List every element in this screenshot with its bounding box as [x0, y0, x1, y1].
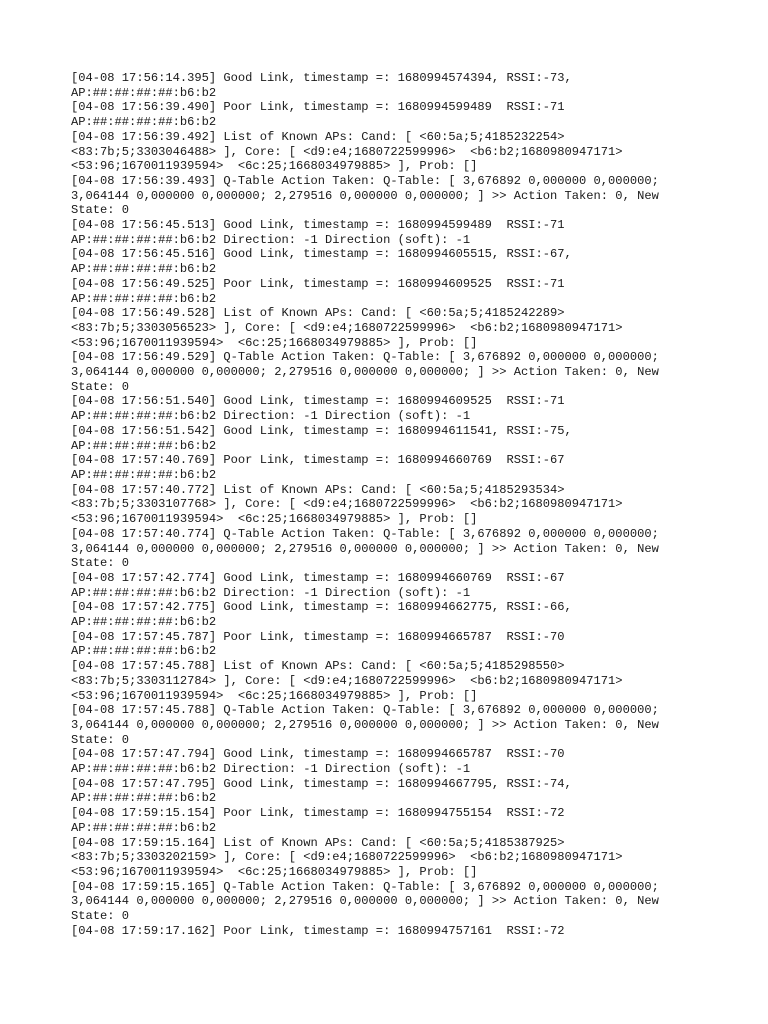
log-line: State: 0 [71, 379, 130, 394]
log-line: <53:96;1670011939594> <6c:25;1668034979885> ], Prob: [] [71, 335, 478, 350]
log-line: <83:7b;5;3303202159> ], Core: [ <d9:e4;1680722599996> <b6:b2;1680980947171> [71, 850, 623, 865]
log-line: AP:##:##:##:##:b6:b2 Direction: -1 Direction (soft): -1 [71, 585, 471, 600]
log-line: [04-08 17:57:40.774] Q-Table Action Taken: Q-Table: [ 3,676892 0,000000 0,000000; [71, 526, 659, 541]
log-line: <83:7b;5;3303046488> ], Core: [ <d9:e4;1680722599996> <b6:b2;1680980947171> [71, 144, 623, 159]
log-line: [04-08 17:56:45.516] Good Link, timestamp =: 1680994605515, RSSI:-67, [71, 247, 572, 262]
log-line: [04-08 17:56:49.528] List of Known APs: Cand: [ <60:5a;5;4185242289> [71, 306, 565, 321]
log-line: AP:##:##:##:##:b6:b2 [71, 262, 217, 277]
log-line: [04-08 17:57:40.772] List of Known APs: Cand: [ <60:5a;5;4185293534> [71, 482, 565, 497]
log-line: [04-08 17:56:39.493] Q-Table Action Taken: Q-Table: [ 3,676892 0,000000 0,000000; [71, 173, 659, 188]
log-line: [04-08 17:56:45.513] Good Link, timestamp =: 1680994599489 RSSI:-71 [71, 218, 565, 233]
log-line: AP:##:##:##:##:b6:b2 [71, 291, 217, 306]
log-line: [04-08 17:57:47.794] Good Link, timestamp =: 1680994665787 RSSI:-70 [71, 747, 565, 762]
log-line: [04-08 17:56:49.525] Poor Link, timestamp =: 1680994609525 RSSI:-71 [71, 276, 565, 291]
log-line: [04-08 17:56:39.490] Poor Link, timestamp =: 1680994599489 RSSI:-71 [71, 100, 565, 115]
log-line: [04-08 17:57:42.775] Good Link, timestamp =: 1680994662775, RSSI:-66, [71, 600, 572, 615]
log-line: [04-08 17:59:15.164] List of Known APs: Cand: [ <60:5a;5;4185387925> [71, 835, 565, 850]
log-line: <83:7b;5;3303112784> ], Core: [ <d9:e4;1680722599996> <b6:b2;1680980947171> [71, 673, 623, 688]
log-line: 3,064144 0,000000 0,000000; 2,279516 0,000000 0,000000; ] >> Action Taken: 0, New [71, 541, 659, 556]
log-line: AP:##:##:##:##:b6:b2 Direction: -1 Direction (soft): -1 [71, 232, 471, 247]
log-line: [04-08 17:57:45.787] Poor Link, timestamp =: 1680994665787 RSSI:-70 [71, 629, 565, 644]
log-line: [04-08 17:57:45.788] List of Known APs: Cand: [ <60:5a;5;4185298550> [71, 659, 565, 674]
log-line: 3,064144 0,000000 0,000000; 2,279516 0,000000 0,000000; ] >> Action Taken: 0, New [71, 365, 659, 380]
log-line: [04-08 17:59:15.165] Q-Table Action Taken: Q-Table: [ 3,676892 0,000000 0,000000; [71, 879, 659, 894]
log-line: AP:##:##:##:##:b6:b2 [71, 615, 217, 630]
log-line: <53:96;1670011939594> <6c:25;1668034979885> ], Prob: [] [71, 159, 478, 174]
log-line: <53:96;1670011939594> <6c:25;1668034979885> ], Prob: [] [71, 864, 478, 879]
log-line: <83:7b;5;3303056523> ], Core: [ <d9:e4;1680722599996> <b6:b2;1680980947171> [71, 320, 623, 335]
log-line: AP:##:##:##:##:b6:b2 [71, 791, 217, 806]
log-line: 3,064144 0,000000 0,000000; 2,279516 0,000000 0,000000; ] >> Action Taken: 0, New [71, 894, 659, 909]
log-line: [04-08 17:56:49.529] Q-Table Action Taken: Q-Table: [ 3,676892 0,000000 0,000000; [71, 350, 659, 365]
log-line: State: 0 [71, 203, 130, 218]
log-line: <53:96;1670011939594> <6c:25;1668034979885> ], Prob: [] [71, 512, 478, 527]
log-line: State: 0 [71, 732, 130, 747]
log-line: 3,064144 0,000000 0,000000; 2,279516 0,000000 0,000000; ] >> Action Taken: 0, New [71, 717, 659, 732]
log-line: [04-08 17:57:40.769] Poor Link, timestamp =: 1680994660769 RSSI:-67 [71, 453, 565, 468]
log-line: AP:##:##:##:##:b6:b2 [71, 85, 217, 100]
log-line: AP:##:##:##:##:b6:b2 Direction: -1 Direction (soft): -1 [71, 409, 471, 424]
log-line: [04-08 17:56:51.542] Good Link, timestamp =: 1680994611541, RSSI:-75, [71, 423, 572, 438]
log-line: AP:##:##:##:##:b6:b2 Direction: -1 Direction (soft): -1 [71, 762, 471, 777]
log-line: <83:7b;5;3303107768> ], Core: [ <d9:e4;1680722599996> <b6:b2;1680980947171> [71, 497, 623, 512]
log-line: [04-08 17:57:47.795] Good Link, timestamp =: 1680994667795, RSSI:-74, [71, 776, 572, 791]
log-line: 3,064144 0,000000 0,000000; 2,279516 0,000000 0,000000; ] >> Action Taken: 0, New [71, 188, 659, 203]
log-line: AP:##:##:##:##:b6:b2 [71, 820, 217, 835]
log-line: [04-08 17:56:14.395] Good Link, timestamp =: 1680994574394, RSSI:-73, [71, 71, 572, 85]
log-document [71, 71, 731, 938]
log-line: [04-08 17:59:15.154] Poor Link, timestamp =: 1680994755154 RSSI:-72 [71, 806, 565, 821]
log-line: [04-08 17:56:51.540] Good Link, timestamp =: 1680994609525 RSSI:-71 [71, 394, 565, 409]
log-body [71, 71, 731, 938]
log-line: State: 0 [71, 909, 130, 924]
log-line: [04-08 17:56:39.492] List of Known APs: Cand: [ <60:5a;5;4185232254> [71, 129, 565, 144]
log-line: AP:##:##:##:##:b6:b2 [71, 467, 217, 482]
log-line: AP:##:##:##:##:b6:b2 [71, 644, 217, 659]
log-line: [04-08 17:57:42.774] Good Link, timestamp =: 1680994660769 RSSI:-67 [71, 570, 565, 585]
log-line: [04-08 17:59:17.162] Poor Link, timestamp =: 1680994757161 RSSI:-72 [71, 923, 565, 938]
log-line: AP:##:##:##:##:b6:b2 [71, 438, 217, 453]
log-line: <53:96;1670011939594> <6c:25;1668034979885> ], Prob: [] [71, 688, 478, 703]
log-line: State: 0 [71, 556, 130, 571]
log-line: AP:##:##:##:##:b6:b2 [71, 115, 217, 130]
log-line: [04-08 17:57:45.788] Q-Table Action Taken: Q-Table: [ 3,676892 0,000000 0,000000; [71, 703, 659, 718]
